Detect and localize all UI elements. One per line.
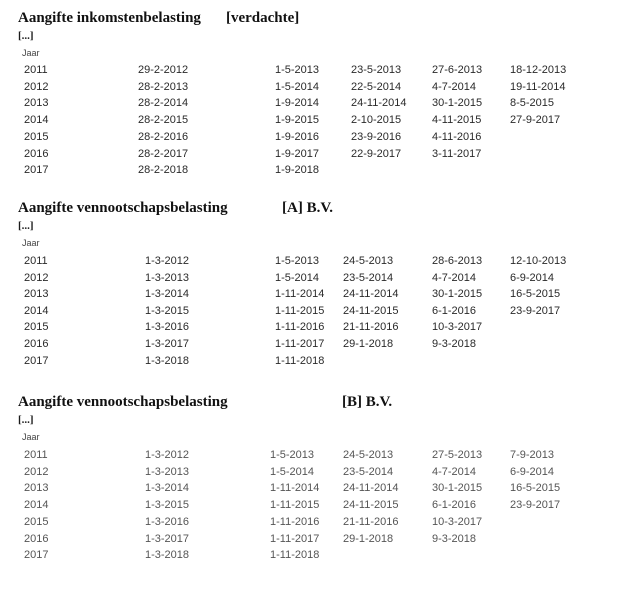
date-cell: 28-6-2013 <box>432 255 483 267</box>
date-cell: 23-9-2017 <box>510 499 561 512</box>
year-column-header: Jaar <box>22 238 40 248</box>
date-cell: 1-11-2017 <box>270 532 320 545</box>
date-cell: 22-5-2014 <box>351 80 402 93</box>
date-cell: 1-11-2014 <box>270 482 320 495</box>
section-title-left: Aangifte inkomstenbelasting <box>18 10 201 26</box>
year-cell: 2013 <box>24 288 49 301</box>
date-cell: 29-2-2012 <box>138 64 189 76</box>
omission-marker: [...] <box>18 220 34 232</box>
year-cell: 2017 <box>24 164 49 177</box>
year-cell: 2015 <box>24 515 49 528</box>
date-cell: 1-3-2018 <box>145 549 190 562</box>
date-cell: 24-5-2013 <box>343 255 394 267</box>
table-row <box>0 97 617 114</box>
date-cell: 4-7-2014 <box>432 80 477 93</box>
date-cell: 21-11-2016 <box>343 321 399 334</box>
date-cell: 1-5-2013 <box>275 64 320 76</box>
table-row <box>0 482 617 499</box>
year-cell: 2016 <box>24 532 49 545</box>
date-cell: 4-7-2014 <box>432 271 477 284</box>
date-cell: 1-11-2014 <box>275 288 325 301</box>
year-cell: 2015 <box>24 130 49 143</box>
date-cell: 8-5-2015 <box>510 97 555 110</box>
date-cell: 10-3-2017 <box>432 515 483 528</box>
date-cell: 29-1-2018 <box>343 532 394 545</box>
table-row <box>0 449 617 466</box>
year-cell: 2013 <box>24 482 49 495</box>
date-cell: 1-3-2017 <box>145 532 190 545</box>
year-cell: 2014 <box>24 499 49 512</box>
date-cell: 1-5-2013 <box>270 449 315 461</box>
date-cell: 28-2-2014 <box>138 97 189 110</box>
date-cell: 28-2-2013 <box>138 80 189 93</box>
table-row <box>0 148 617 165</box>
table-row <box>0 114 617 131</box>
date-cell: 1-11-2016 <box>275 321 325 334</box>
date-cell: 1-3-2014 <box>145 482 190 495</box>
year-cell: 2014 <box>24 304 49 317</box>
date-cell: 27-6-2013 <box>432 64 483 76</box>
year-cell: 2016 <box>24 338 49 350</box>
date-cell: 23-9-2016 <box>351 130 402 143</box>
date-cell: 1-11-2016 <box>270 515 320 528</box>
date-cell: 6-9-2014 <box>510 271 555 284</box>
date-cell: 28-2-2016 <box>138 130 189 143</box>
table-row <box>0 272 617 289</box>
date-cell: 1-3-2013 <box>145 465 190 478</box>
date-cell: 24-11-2014 <box>343 482 399 495</box>
date-cell: 2-10-2015 <box>351 114 402 127</box>
date-cell: 1-3-2012 <box>145 255 190 267</box>
date-cell: 1-9-2017 <box>275 147 320 160</box>
table-row <box>0 466 617 483</box>
date-cell: 12-10-2013 <box>510 255 567 267</box>
date-cell: 28-2-2018 <box>138 164 189 177</box>
section-title: Aangifte vennootschapsbelasting <box>18 394 228 410</box>
year-cell: 2012 <box>24 80 49 93</box>
date-cell: 1-9-2014 <box>275 97 320 110</box>
table-row <box>0 321 617 338</box>
omission-marker: [...] <box>18 30 34 42</box>
date-cell: 24-5-2013 <box>343 449 394 461</box>
date-cell: 4-11-2015 <box>432 114 482 127</box>
date-cell: 28-2-2015 <box>138 114 189 127</box>
year-cell: 2017 <box>24 549 49 562</box>
table-row <box>0 549 617 566</box>
date-cell: 1-3-2016 <box>145 515 190 528</box>
date-cell: 28-2-2017 <box>138 147 189 160</box>
year-cell: 2013 <box>24 97 49 110</box>
table-row <box>0 64 617 81</box>
date-cell: 4-7-2014 <box>432 465 477 478</box>
date-cell: 1-3-2015 <box>145 499 190 512</box>
date-cell: 22-9-2017 <box>351 147 402 160</box>
date-cell: 3-11-2017 <box>432 147 482 160</box>
date-cell: 6-1-2016 <box>432 499 477 512</box>
date-cell: 1-11-2015 <box>270 499 320 512</box>
date-cell: 23-5-2013 <box>351 64 402 76</box>
date-cell: 18-12-2013 <box>510 64 567 76</box>
table-row <box>0 131 617 148</box>
date-cell: 1-3-2015 <box>145 304 190 317</box>
date-cell: 1-5-2014 <box>275 80 320 93</box>
date-cell: 21-11-2016 <box>343 515 399 528</box>
date-cell: 24-11-2014 <box>351 97 407 110</box>
date-cell: 1-11-2018 <box>275 354 325 367</box>
table-row <box>0 516 617 533</box>
year-cell: 2012 <box>24 271 49 284</box>
date-cell: 1-3-2012 <box>145 449 190 461</box>
date-cell: 30-1-2015 <box>432 97 483 110</box>
year-cell: 2012 <box>24 465 49 478</box>
year-cell: 2014 <box>24 114 49 127</box>
date-cell: 1-5-2013 <box>275 255 320 267</box>
date-cell: 24-11-2015 <box>343 499 399 512</box>
table-row <box>0 305 617 322</box>
date-cell: 1-11-2015 <box>275 304 325 317</box>
date-cell: 27-5-2013 <box>432 449 483 461</box>
date-cell: 23-5-2014 <box>343 271 394 284</box>
date-cell: 7-9-2013 <box>510 449 555 461</box>
year-cell: 2011 <box>24 449 48 461</box>
date-cell: 30-1-2015 <box>432 288 483 301</box>
date-cell: 1-9-2018 <box>275 164 320 177</box>
year-column-header: Jaar <box>22 432 40 442</box>
section-title-subject: [verdachte] <box>226 10 300 26</box>
table-row <box>0 164 617 181</box>
date-cell: 1-9-2016 <box>275 130 320 143</box>
section-title-subject: [B] B.V. <box>342 394 393 410</box>
date-cell: 16-5-2015 <box>510 288 561 301</box>
year-cell: 2011 <box>24 64 48 76</box>
date-cell: 30-1-2015 <box>432 482 483 495</box>
table-row <box>0 338 617 355</box>
date-cell: 27-9-2017 <box>510 114 561 127</box>
table-row <box>0 288 617 305</box>
date-cell: 1-5-2014 <box>270 465 315 478</box>
date-cell: 6-9-2014 <box>510 465 555 478</box>
date-cell: 1-9-2015 <box>275 114 320 127</box>
table-row <box>0 81 617 98</box>
date-cell: 1-11-2018 <box>270 549 320 562</box>
date-cell: 1-5-2014 <box>275 271 320 284</box>
date-cell: 1-3-2017 <box>145 338 190 350</box>
year-column-header: Jaar <box>22 48 40 58</box>
date-cell: 6-1-2016 <box>432 304 477 317</box>
date-cell: 9-3-2018 <box>432 338 477 350</box>
date-cell: 1-3-2013 <box>145 271 190 284</box>
table-row <box>0 255 617 272</box>
year-cell: 2016 <box>24 147 49 160</box>
date-cell: 1-3-2014 <box>145 288 190 301</box>
date-cell: 23-9-2017 <box>510 304 561 317</box>
table-row <box>0 355 617 372</box>
date-cell: 4-11-2016 <box>432 130 482 143</box>
section-title-subject: [A] B.V. <box>282 200 333 216</box>
year-cell: 2017 <box>24 354 49 367</box>
section-title <box>18 10 201 27</box>
date-cell: 10-3-2017 <box>432 321 483 334</box>
date-cell: 16-5-2015 <box>510 482 561 495</box>
section-title: Aangifte vennootschapsbelasting <box>18 200 228 216</box>
date-cell: 23-5-2014 <box>343 465 394 478</box>
year-cell: 2015 <box>24 321 49 334</box>
date-cell: 1-3-2016 <box>145 321 190 334</box>
table-row <box>0 499 617 516</box>
year-cell: 2011 <box>24 255 48 267</box>
table-row <box>0 533 617 550</box>
date-cell: 24-11-2015 <box>343 304 399 317</box>
date-cell: 24-11-2014 <box>343 288 399 301</box>
date-cell: 1-3-2018 <box>145 354 190 367</box>
date-cell: 1-11-2017 <box>275 338 325 350</box>
date-cell: 29-1-2018 <box>343 338 394 350</box>
omission-marker: [...] <box>18 414 34 426</box>
date-cell: 19-11-2014 <box>510 80 566 93</box>
date-cell: 9-3-2018 <box>432 532 477 545</box>
